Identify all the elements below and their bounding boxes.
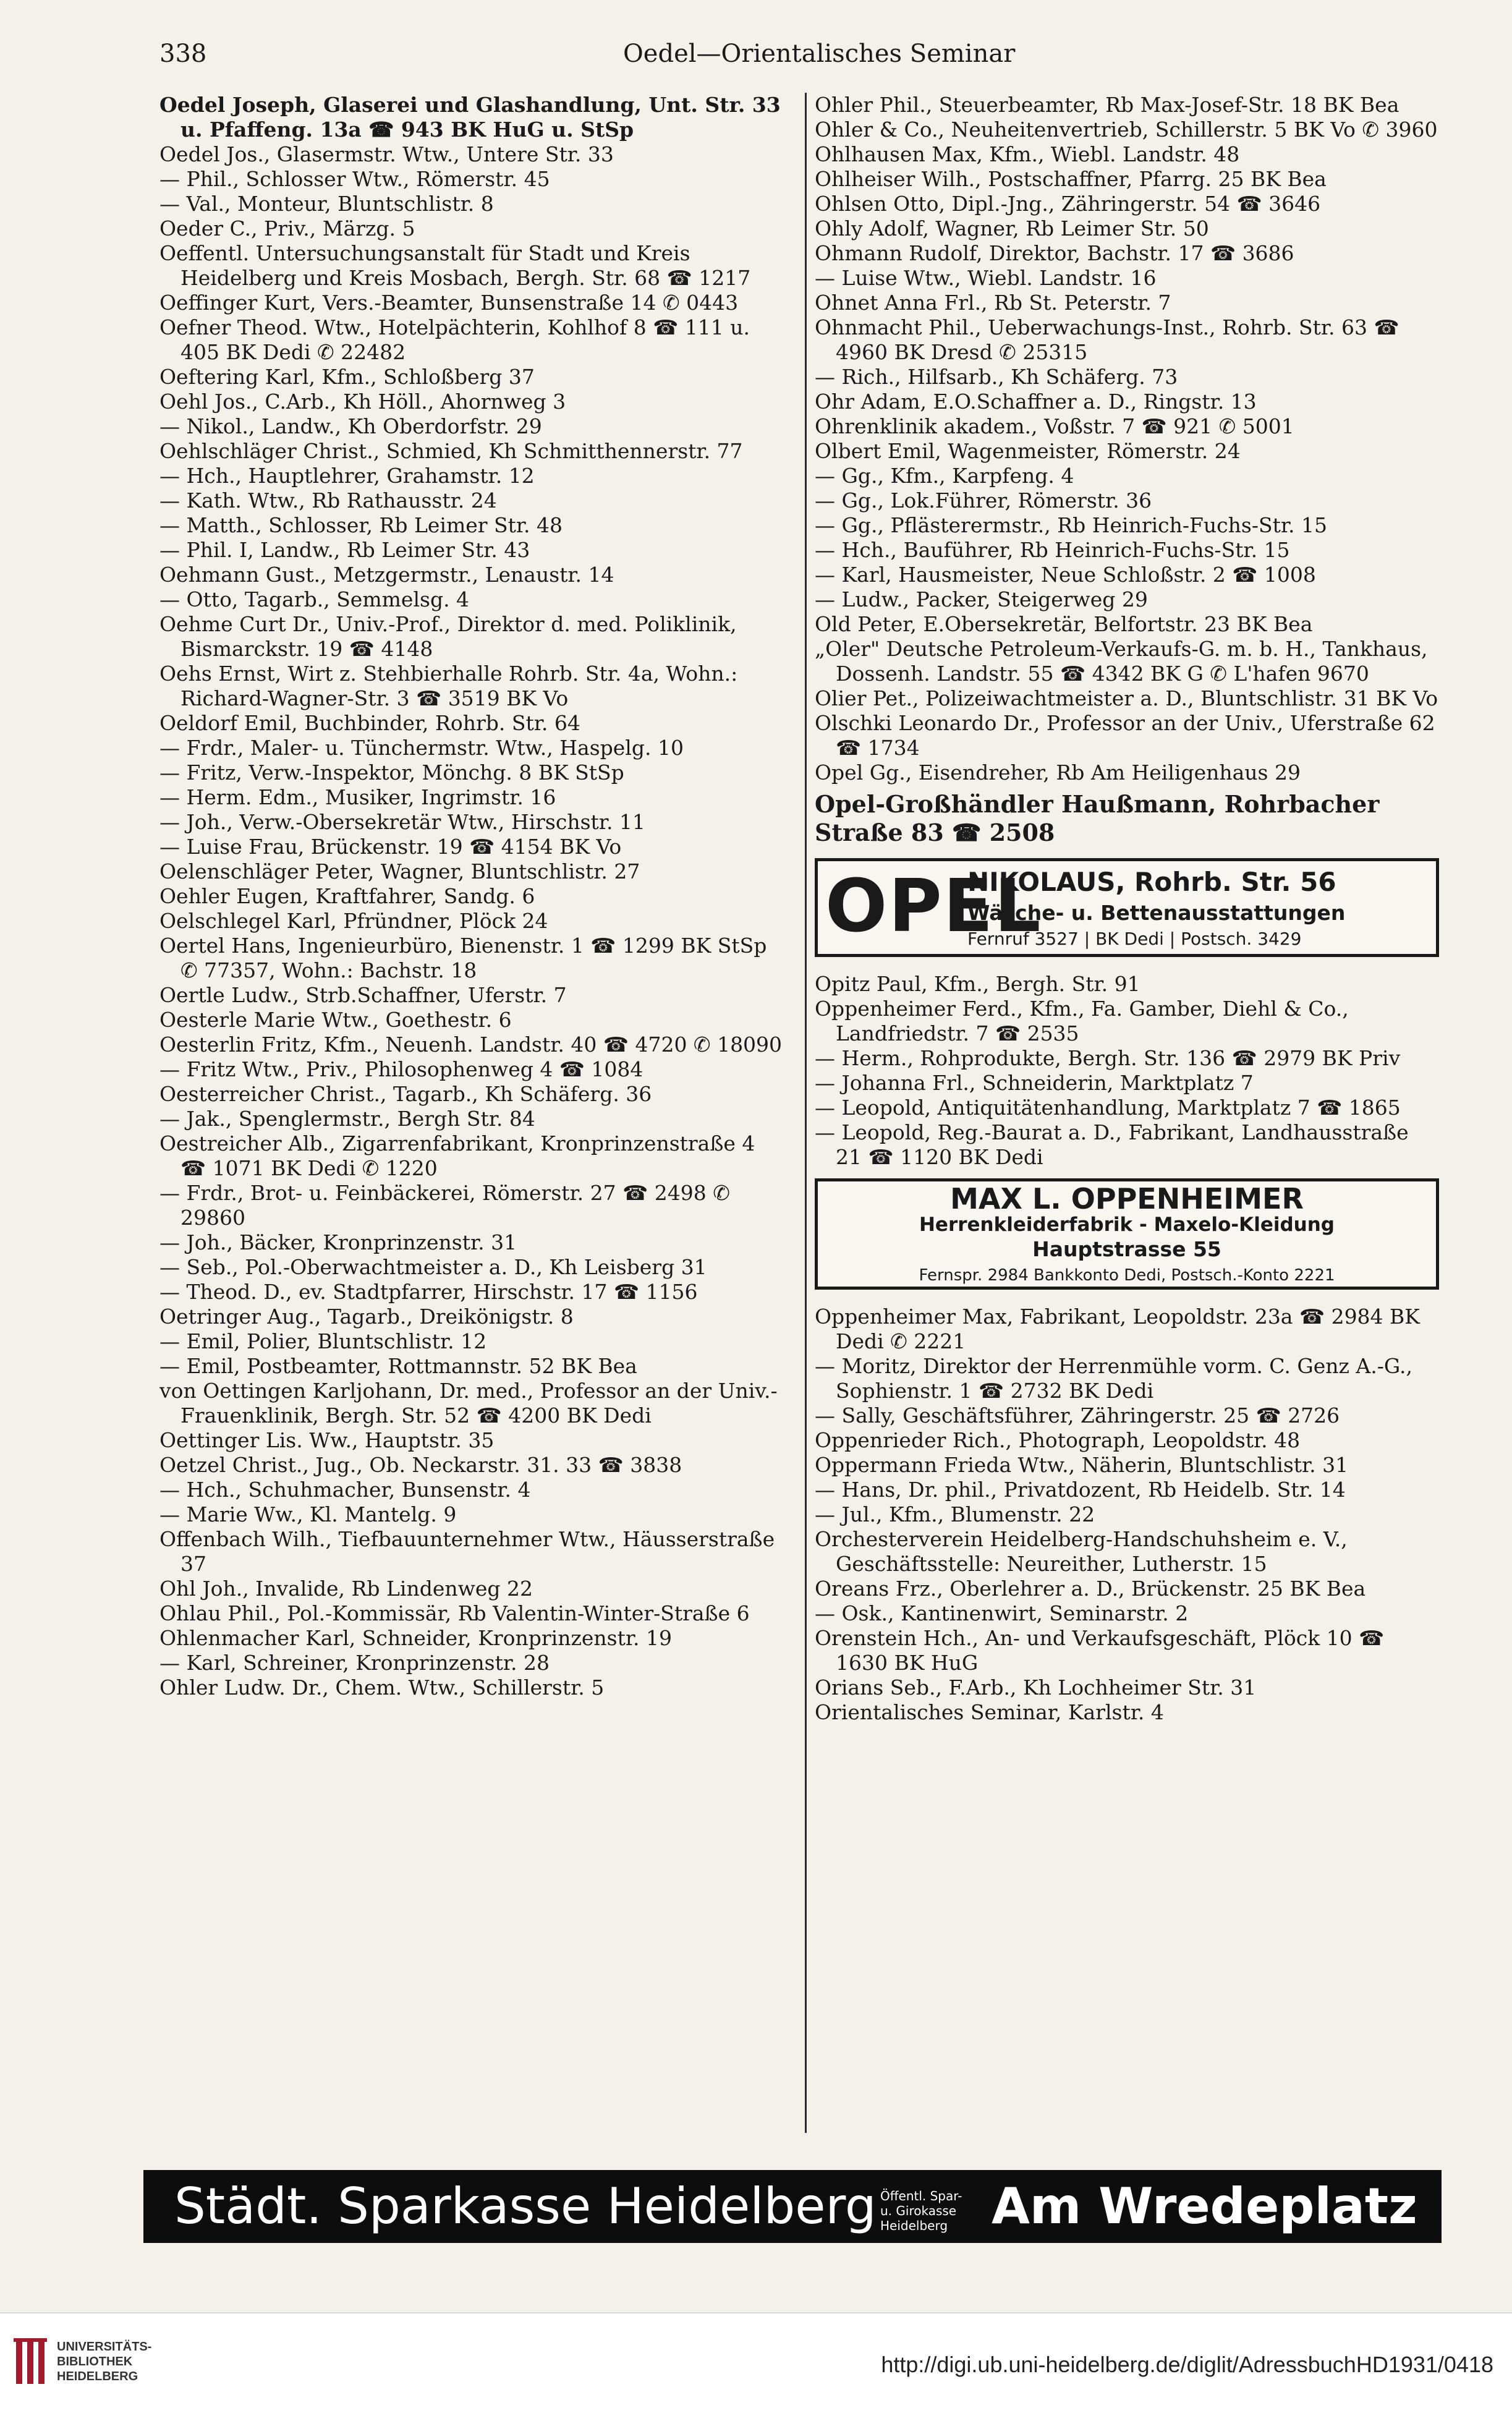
directory-entry: — Joh., Bäcker, Kronprinzenstr. 31 <box>159 1230 517 1254</box>
directory-entry: Oehlschläger Christ., Schmied, Kh Schmitthennerstr. 77 <box>159 439 743 463</box>
directory-entry: — Luise Frau, Brückenstr. 19 ☎ 4154 BK Vo <box>159 835 622 859</box>
opel-dealer-ad: Opel-Großhändler Haußmann, Rohrbacher Straße 83 ☎ 2508 <box>815 790 1380 846</box>
directory-entry: Oeldorf Emil, Buchbinder, Rohrb. Str. 64 <box>159 711 580 735</box>
directory-entry: — Joh., Verw.-Obersekretär Wtw., Hirschstr. 11 <box>159 810 645 834</box>
right-entries-bottom <box>815 1304 1439 1725</box>
directory-entry: — Gg., Kfm., Karpfeng. 4 <box>815 464 1074 488</box>
directory-entry: — Osk., Kantinenwirt, Seminarstr. 2 <box>815 1601 1189 1625</box>
directory-entry: Oehs Ernst, Wirt z. Stehbierhalle Rohrb. Str. 4a, Wohn.: Richard-Wagner-Str. 3 ☎ 3519 BK Vo <box>159 662 738 710</box>
directory-entry: Oedel Jos., Glasermstr. Wtw., Untere Str. 33 <box>159 142 614 166</box>
opel-ad-line2: Wäsche- u. Bettenausstattungen <box>967 901 1346 925</box>
directory-entry: Oettinger Lis. Ww., Hauptstr. 35 <box>159 1428 495 1452</box>
directory-entry: Ohly Adolf, Wagner, Rb Leimer Str. 50 <box>815 216 1209 240</box>
directory-entry: — Karl, Hausmeister, Neue Schloßstr. 2 ☎ 1008 <box>815 563 1316 587</box>
directory-entry: — Emil, Postbeamter, Rottmannstr. 52 BK Bea <box>159 1354 637 1378</box>
directory-entry: — Leopold, Antiquitätenhandlung, Marktplatz 7 ☎ 1865 <box>815 1096 1401 1120</box>
page-header <box>159 32 1025 69</box>
directory-entry: Old Peter, E.Obersekretär, Belfortstr. 23 BK Bea <box>815 612 1313 636</box>
directory-entry: Opitz Paul, Kfm., Bergh. Str. 91 <box>815 972 1140 996</box>
directory-entry: Olbert Emil, Wagenmeister, Römerstr. 24 <box>815 439 1241 463</box>
directory-entry: — Karl, Schreiner, Kronprinzenstr. 28 <box>159 1651 550 1675</box>
directory-entry: Orchesterverein Heidelberg-Handschuhsheim e. V., Geschäftsstelle: Neureither, Lutherstr. 15 <box>815 1527 1348 1576</box>
directory-entry: Ohlenmacher Karl, Schneider, Kronprinzenstr. 19 <box>159 1626 672 1650</box>
directory-entry: Ohlheiser Wilh., Postschaffner, Pfarrg. 25 BK Bea <box>815 167 1327 191</box>
directory-entry: Ohrenklinik akadem., Voßstr. 7 ☎ 921 ✆ 5001 <box>815 414 1294 438</box>
directory-entry: Oertel Hans, Ingenieurbüro, Bienenstr. 1 ☎ 1299 BK StSp ✆ 77357, Wohn.: Bachstr. 18 <box>159 934 767 982</box>
oppenheimer-ad-line3: Hauptstrasse 55 <box>1032 1237 1221 1261</box>
directory-entry: Oeffinger Kurt, Vers.-Beamter, Bunsenstraße 14 ✆ 0443 <box>159 291 739 315</box>
directory-entry: — Frdr., Maler- u. Tünchermstr. Wtw., Haspelg. 10 <box>159 736 684 760</box>
page-number: 338 <box>159 40 207 68</box>
viewer-footer <box>0 2312 1512 2434</box>
directory-entry: Orians Seb., F.Arb., Kh Lochheimer Str. 31 <box>815 1675 1257 1700</box>
directory-entry: Offenbach Wilh., Tiefbauunternehmer Wtw., Häusserstraße 37 <box>159 1527 775 1576</box>
directory-entry: Opel Gg., Eisendreher, Rb Am Heiligenhaus 29 <box>815 760 1301 785</box>
banner-left-text: Städt. Sparkasse Heidelberg <box>174 2177 877 2235</box>
directory-entry: Oefner Theod. Wtw., Hotelpächterin, Kohlhof 8 ☎ 111 u. 405 BK Dedi ✆ 22482 <box>159 315 750 364</box>
directory-entry: — Gg., Lok.Führer, Römerstr. 36 <box>815 488 1152 513</box>
directory-entry: Ohler & Co., Neuheitenvertrieb, Schillerstr. 5 BK Vo ✆ 3960 <box>815 117 1438 142</box>
directory-entry: Oppenheimer Ferd., Kfm., Fa. Gamber, Diehl & Co., Landfriedstr. 7 ☎ 2535 <box>815 997 1349 1045</box>
left-column <box>159 93 784 2133</box>
directory-entry: Ohler Phil., Steuerbeamter, Rb Max-Josef-Str. 18 BK Bea <box>815 93 1399 117</box>
directory-entry: Oedel Joseph, Glaserei und Glashandlung, Unt. Str. 33 u. Pfaffeng. 13a ☎ 943 BK HuG u. StSp <box>159 93 781 142</box>
university-library-logo-icon <box>14 2338 49 2388</box>
directory-entry: Ohler Ludw. Dr., Chem. Wtw., Schillerstr. 5 <box>159 1675 605 1700</box>
directory-entry: — Luise Wtw., Wiebl. Landstr. 16 <box>815 266 1157 290</box>
directory-entry: Oestreicher Alb., Zigarrenfabrikant, Kronprinzenstraße 4 ☎ 1071 BK Dedi ✆ 1220 <box>159 1131 755 1180</box>
directory-entry: Oeder C., Priv., Märzg. 5 <box>159 216 415 240</box>
directory-entry: — Fritz Wtw., Priv., Philosophenweg 4 ☎ 1084 <box>159 1057 643 1081</box>
directory-entry: Oesterlin Fritz, Kfm., Neuenh. Landstr. 40 ☎ 4720 ✆ 18090 <box>159 1032 783 1057</box>
directory-entry: — Ludw., Packer, Steigerweg 29 <box>815 587 1148 611</box>
directory-entry: — Val., Monteur, Bluntschlistr. 8 <box>159 192 494 216</box>
opel-ad-line1: NIKOLAUS, Rohrb. Str. 56 <box>967 867 1336 897</box>
banner-right-text: Am Wredeplatz <box>992 2177 1417 2235</box>
directory-entry: Oehme Curt Dr., Univ.-Prof., Direktor d. med. Poliklinik, Bismarckstr. 19 ☎ 4148 <box>159 612 737 661</box>
oppenheimer-ad-line1: MAX L. OPPENHEIMER <box>950 1182 1304 1215</box>
directory-entry: Oehl Jos., C.Arb., Kh Höll., Ahornweg 3 <box>159 389 566 414</box>
right-entries-top <box>815 93 1439 785</box>
directory-entry: — Gg., Pflästerermstr., Rb Heinrich-Fuchs-Str. 15 <box>815 513 1327 537</box>
directory-entry: Oehmann Gust., Metzgermstr., Lenaustr. 14 <box>159 563 614 587</box>
running-title: Oedel—Orientalisches Seminar <box>623 40 1016 68</box>
directory-entry: — Jak., Spenglermstr., Bergh Str. 84 <box>159 1107 535 1131</box>
directory-entry: — Kath. Wtw., Rb Rathausstr. 24 <box>159 488 497 513</box>
directory-entry: Oelschlegel Karl, Pfründner, Plöck 24 <box>159 909 548 933</box>
directory-entry: — Phil., Schlosser Wtw., Römerstr. 45 <box>159 167 550 191</box>
column-divider <box>805 93 807 2133</box>
directory-entry: — Otto, Tagarb., Semmelsg. 4 <box>159 587 470 611</box>
directory-entry: Ohnet Anna Frl., Rb St. Peterstr. 7 <box>815 291 1171 315</box>
sparkasse-banner-ad <box>143 2170 1442 2243</box>
directory-entry: „Oler" Deutsche Petroleum-Verkaufs-G. m. b. H., Tankhaus, Dossenh. Landstr. 55 ☎ 4342 BK G ✆ L'hafen 9670 <box>815 637 1428 686</box>
opel-nikolaus-ad <box>815 858 1439 957</box>
directory-entry: — Frdr., Brot- u. Feinbäckerei, Römerstr. 27 ☎ 2498 ✆ 29860 <box>159 1181 730 1230</box>
directory-entry: Oppenheimer Max, Fabrikant, Leopoldstr. 23a ☎ 2984 BK Dedi ✆ 2221 <box>815 1304 1420 1353</box>
directory-entry: Ohr Adam, E.O.Schaffner a. D., Ringstr. 13 <box>815 389 1257 414</box>
logo-line-3: HEIDELBERG <box>57 2370 138 2383</box>
directory-entry: Orientalisches Seminar, Karlstr. 4 <box>815 1700 1164 1724</box>
directory-entry: — Hch., Hauptlehrer, Grahamstr. 12 <box>159 464 535 488</box>
library-logo-text <box>57 2339 151 2384</box>
directory-entry: — Sally, Geschäftsführer, Zähringerstr. 25 ☎ 2726 <box>815 1403 1340 1428</box>
oppenheimer-ad-line2: Herrenkleiderfabrik - Maxelo-Kleidung <box>919 1214 1335 1236</box>
directory-entry: Oppermann Frieda Wtw., Näherin, Bluntschlistr. 31 <box>815 1453 1349 1477</box>
directory-entry: — Herm., Rohprodukte, Bergh. Str. 136 ☎ 2979 BK Priv <box>815 1046 1401 1070</box>
directory-entry: — Johanna Frl., Schneiderin, Marktplatz 7 <box>815 1071 1254 1095</box>
directory-entry: Oetzel Christ., Jug., Ob. Neckarstr. 31. 33 ☎ 3838 <box>159 1453 682 1477</box>
directory-entry: — Seb., Pol.-Oberwachtmeister a. D., Kh Leisberg 31 <box>159 1255 707 1279</box>
directory-entry: Oreans Frz., Oberlehrer a. D., Brückenstr. 25 BK Bea <box>815 1577 1366 1601</box>
directory-entry: — Moritz, Direktor der Herrenmühle vorm. C. Genz A.-G., Sophienstr. 1 ☎ 2732 BK Dedi <box>815 1354 1413 1403</box>
right-entries-mid <box>815 972 1439 1170</box>
directory-entry: Ohmann Rudolf, Direktor, Bachstr. 17 ☎ 3686 <box>815 241 1294 265</box>
directory-entry: Oelenschläger Peter, Wagner, Bluntschlistr. 27 <box>159 859 640 883</box>
directory-entry: — Rich., Hilfsarb., Kh Schäferg. 73 <box>815 365 1178 389</box>
directory-entry: Oeftering Karl, Kfm., Schloßberg 37 <box>159 365 535 389</box>
directory-entry: — Marie Ww., Kl. Mantelg. 9 <box>159 1502 457 1526</box>
directory-entry: Oesterreicher Christ., Tagarb., Kh Schäferg. 36 <box>159 1082 652 1106</box>
oppenheimer-ad-line4: Fernspr. 2984 Bankkonto Dedi, Postsch.-Konto 2221 <box>919 1266 1335 1285</box>
banner-small-text: Öffentl. Spar- u. Girokasse Heidelberg <box>880 2189 962 2233</box>
directory-entry: — Hch., Bauführer, Rb Heinrich-Fuchs-Str. 15 <box>815 538 1290 562</box>
directory-entry: — Herm. Edm., Musiker, Ingrimstr. 16 <box>159 785 556 809</box>
directory-entry: — Hch., Schuhmacher, Bunsenstr. 4 <box>159 1478 531 1502</box>
directory-entry: Ohlau Phil., Pol.-Kommissär, Rb Valentin-Winter-Straße 6 <box>159 1601 750 1625</box>
directory-entry: Olschki Leonardo Dr., Professor an der Univ., Uferstraße 62 ☎ 1734 <box>815 711 1435 760</box>
directory-entry: Oesterle Marie Wtw., Goethestr. 6 <box>159 1008 512 1032</box>
directory-entry: Ohlsen Otto, Dipl.-Jng., Zähringerstr. 54 ☎ 3646 <box>815 192 1321 216</box>
right-column <box>815 93 1439 2133</box>
directory-entry: Oeffentl. Untersuchungsanstalt für Stadt und Kreis Heidelberg und Kreis Mosbach, Bergh. Str. 68 ☎ 1217 <box>159 241 751 290</box>
directory-entry: — Leopold, Reg.-Baurat a. D., Fabrikant, Landhausstraße 21 ☎ 1120 BK Dedi <box>815 1120 1409 1169</box>
logo-line-2: BIBLIOTHEK <box>57 2355 133 2368</box>
permalink-url[interactable]: http://digi.ub.uni-heidelberg.de/diglit/AdressbuchHD1931/0418 <box>881 2352 1493 2377</box>
directory-entry: — Phil. I, Landw., Rb Leimer Str. 43 <box>159 538 530 562</box>
directory-entry: Oehler Eugen, Kraftfahrer, Sandg. 6 <box>159 884 535 908</box>
directory-entry: — Fritz, Verw.-Inspektor, Mönchg. 8 BK StSp <box>159 760 624 785</box>
directory-entry: Orenstein Hch., An- und Verkaufsgeschäft, Plöck 10 ☎ 1630 BK HuG <box>815 1626 1385 1675</box>
directory-entry: von Oettingen Karljohann, Dr. med., Professor an der Univ.-Frauenklinik, Bergh. Str. 52 ☎ 4200 BK Dedi <box>159 1379 778 1428</box>
opel-logo-text: OPEL <box>825 863 1042 948</box>
directory-entry: Ohlhausen Max, Kfm., Wiebl. Landstr. 48 <box>815 142 1240 166</box>
logo-line-1: UNIVERSITÄTS- <box>57 2340 152 2354</box>
directory-entry: Oertle Ludw., Strb.Schaffner, Uferstr. 7 <box>159 983 567 1007</box>
directory-entry: Ohnmacht Phil., Ueberwachungs-Inst., Rohrb. Str. 63 ☎ 4960 BK Dresd ✆ 25315 <box>815 315 1399 364</box>
oppenheimer-ad <box>815 1178 1439 1290</box>
opel-ad-line3: Fernruf 3527 | BK Dedi | Postsch. 3429 <box>967 929 1302 949</box>
directory-entry: — Nikol., Landw., Kh Oberdorfstr. 29 <box>159 414 542 438</box>
directory-entry: — Jul., Kfm., Blumenstr. 22 <box>815 1502 1095 1526</box>
directory-entry: — Theod. D., ev. Stadtpfarrer, Hirschstr. 17 ☎ 1156 <box>159 1280 698 1304</box>
directory-entry: Oetringer Aug., Tagarb., Dreikönigstr. 8 <box>159 1304 574 1329</box>
directory-entry: — Hans, Dr. phil., Privatdozent, Rb Heidelb. Str. 14 <box>815 1478 1346 1502</box>
directory-entry: Ohl Joh., Invalide, Rb Lindenweg 22 <box>159 1577 533 1601</box>
directory-entry: Oppenrieder Rich., Photograph, Leopoldstr. 48 <box>815 1428 1301 1452</box>
directory-entry: — Emil, Polier, Bluntschlistr. 12 <box>159 1329 487 1353</box>
directory-entry: — Matth., Schlosser, Rb Leimer Str. 48 <box>159 513 563 537</box>
directory-entry: Olier Pet., Polizeiwachtmeister a. D., Bluntschlistr. 31 BK Vo <box>815 686 1438 710</box>
